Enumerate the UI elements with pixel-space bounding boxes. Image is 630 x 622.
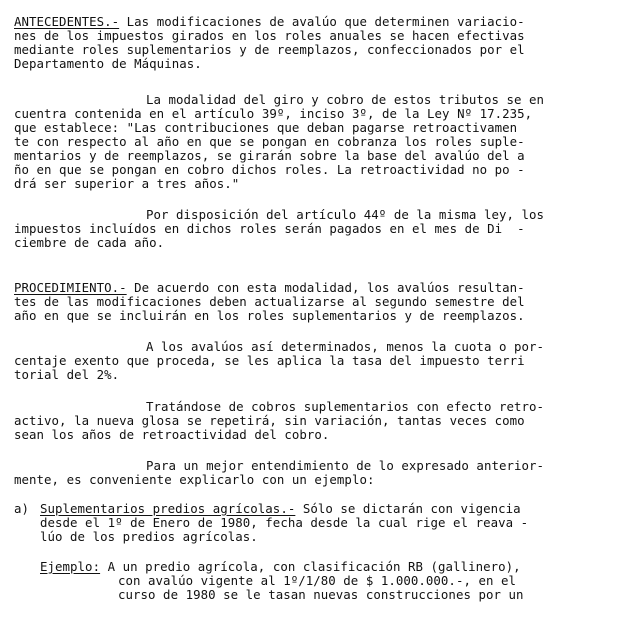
text-line: Las modificaciones de avalúo que determinen variacio- — [119, 14, 525, 29]
item-a-marker: a) — [14, 501, 30, 516]
text-line: con avalúo vigente al 1º/1/80 de $ 1.000.000.-, en el — [118, 573, 517, 588]
text-line: La modalidad del giro y cobro de estos tributos se en — [146, 92, 545, 107]
text-line: que establece: "Las contribuciones que deban pagarse retroactivamen — [14, 120, 518, 135]
text-line: Departamento de Máquinas. — [14, 56, 202, 71]
antecedentes-heading: ANTECEDENTES.- — [14, 14, 120, 29]
item-a-title: Suplementarios predios agrícolas.- — [40, 501, 296, 516]
text-line: tes de las modificaciones deben actualizarse al segundo semestre del — [14, 294, 525, 309]
text-line: ño en que se pongan en cobro dichos roles. La retroactividad no po - — [14, 162, 525, 177]
antecedentes-first-line — [14, 15, 525, 29]
procedimiento-heading: PROCEDIMIENTO.- — [14, 280, 127, 295]
text-line: mente, es conveniente explicarlo con un ejemplo: — [14, 472, 375, 487]
text-line: drá ser superior a tres años." — [14, 176, 240, 191]
ejemplo-label: Ejemplo: — [40, 559, 101, 574]
text-line: año en que se incluirán en los roles suplementarios y de reemplazos. — [14, 308, 525, 323]
text-line: desde el 1º de Enero de 1980, fecha desde la cual rige el reava - — [40, 515, 529, 530]
text-line: impuestos incluídos en dichos roles serán pagados en el mes de Di - — [14, 221, 525, 236]
text-line: nes de los impuestos girados en los roles anuales se hacen efectivas — [14, 28, 525, 43]
text-line: te con respecto al año en que se pongan en cobranza los roles suple- — [14, 134, 525, 149]
procedimiento-first-line — [14, 281, 525, 295]
text-line: A un predio agrícola, con clasificación RB (gallinero), — [100, 559, 521, 574]
text-line: ciembre de cada año. — [14, 235, 165, 250]
text-line: Sólo se dictarán con vigencia — [295, 501, 521, 516]
text-line: lúo de los predios agrícolas. — [40, 529, 258, 544]
text-line: activo, la nueva glosa se repetirá, sin variación, tantas veces como — [14, 413, 525, 428]
text-line: Tratándose de cobros suplementarios con efecto retro- — [146, 399, 545, 414]
text-line: centaje exento que proceda, se les aplica la tasa del impuesto terri — [14, 353, 525, 368]
text-line: cuentra contenida en el artículo 39º, inciso 3º, de la Ley Nº 17.235, — [14, 106, 533, 121]
ejemplo-first-line — [40, 560, 521, 574]
text-line: mediante roles suplementarios y de reemplazos, confeccionados por el — [14, 42, 525, 57]
text-line: sean los años de retroactividad del cobro. — [14, 427, 330, 442]
text-line: torial del 2%. — [14, 367, 120, 382]
text-line: Para un mejor entendimiento de lo expresado anterior- — [146, 458, 545, 473]
text-line: mentarios y de reemplazos, se girarán sobre la base del avalúo del a — [14, 148, 525, 163]
text-line: A los avalúos así determinados, menos la cuota o por- — [146, 339, 545, 354]
text-line: De acuerdo con esta modalidad, los avalúos resultan- — [126, 280, 525, 295]
text-line: curso de 1980 se le tasan nuevas construcciones por un — [118, 587, 524, 602]
item-a-first-line — [40, 502, 521, 516]
text-line: Por disposición del artículo 44º de la misma ley, los — [146, 207, 545, 222]
